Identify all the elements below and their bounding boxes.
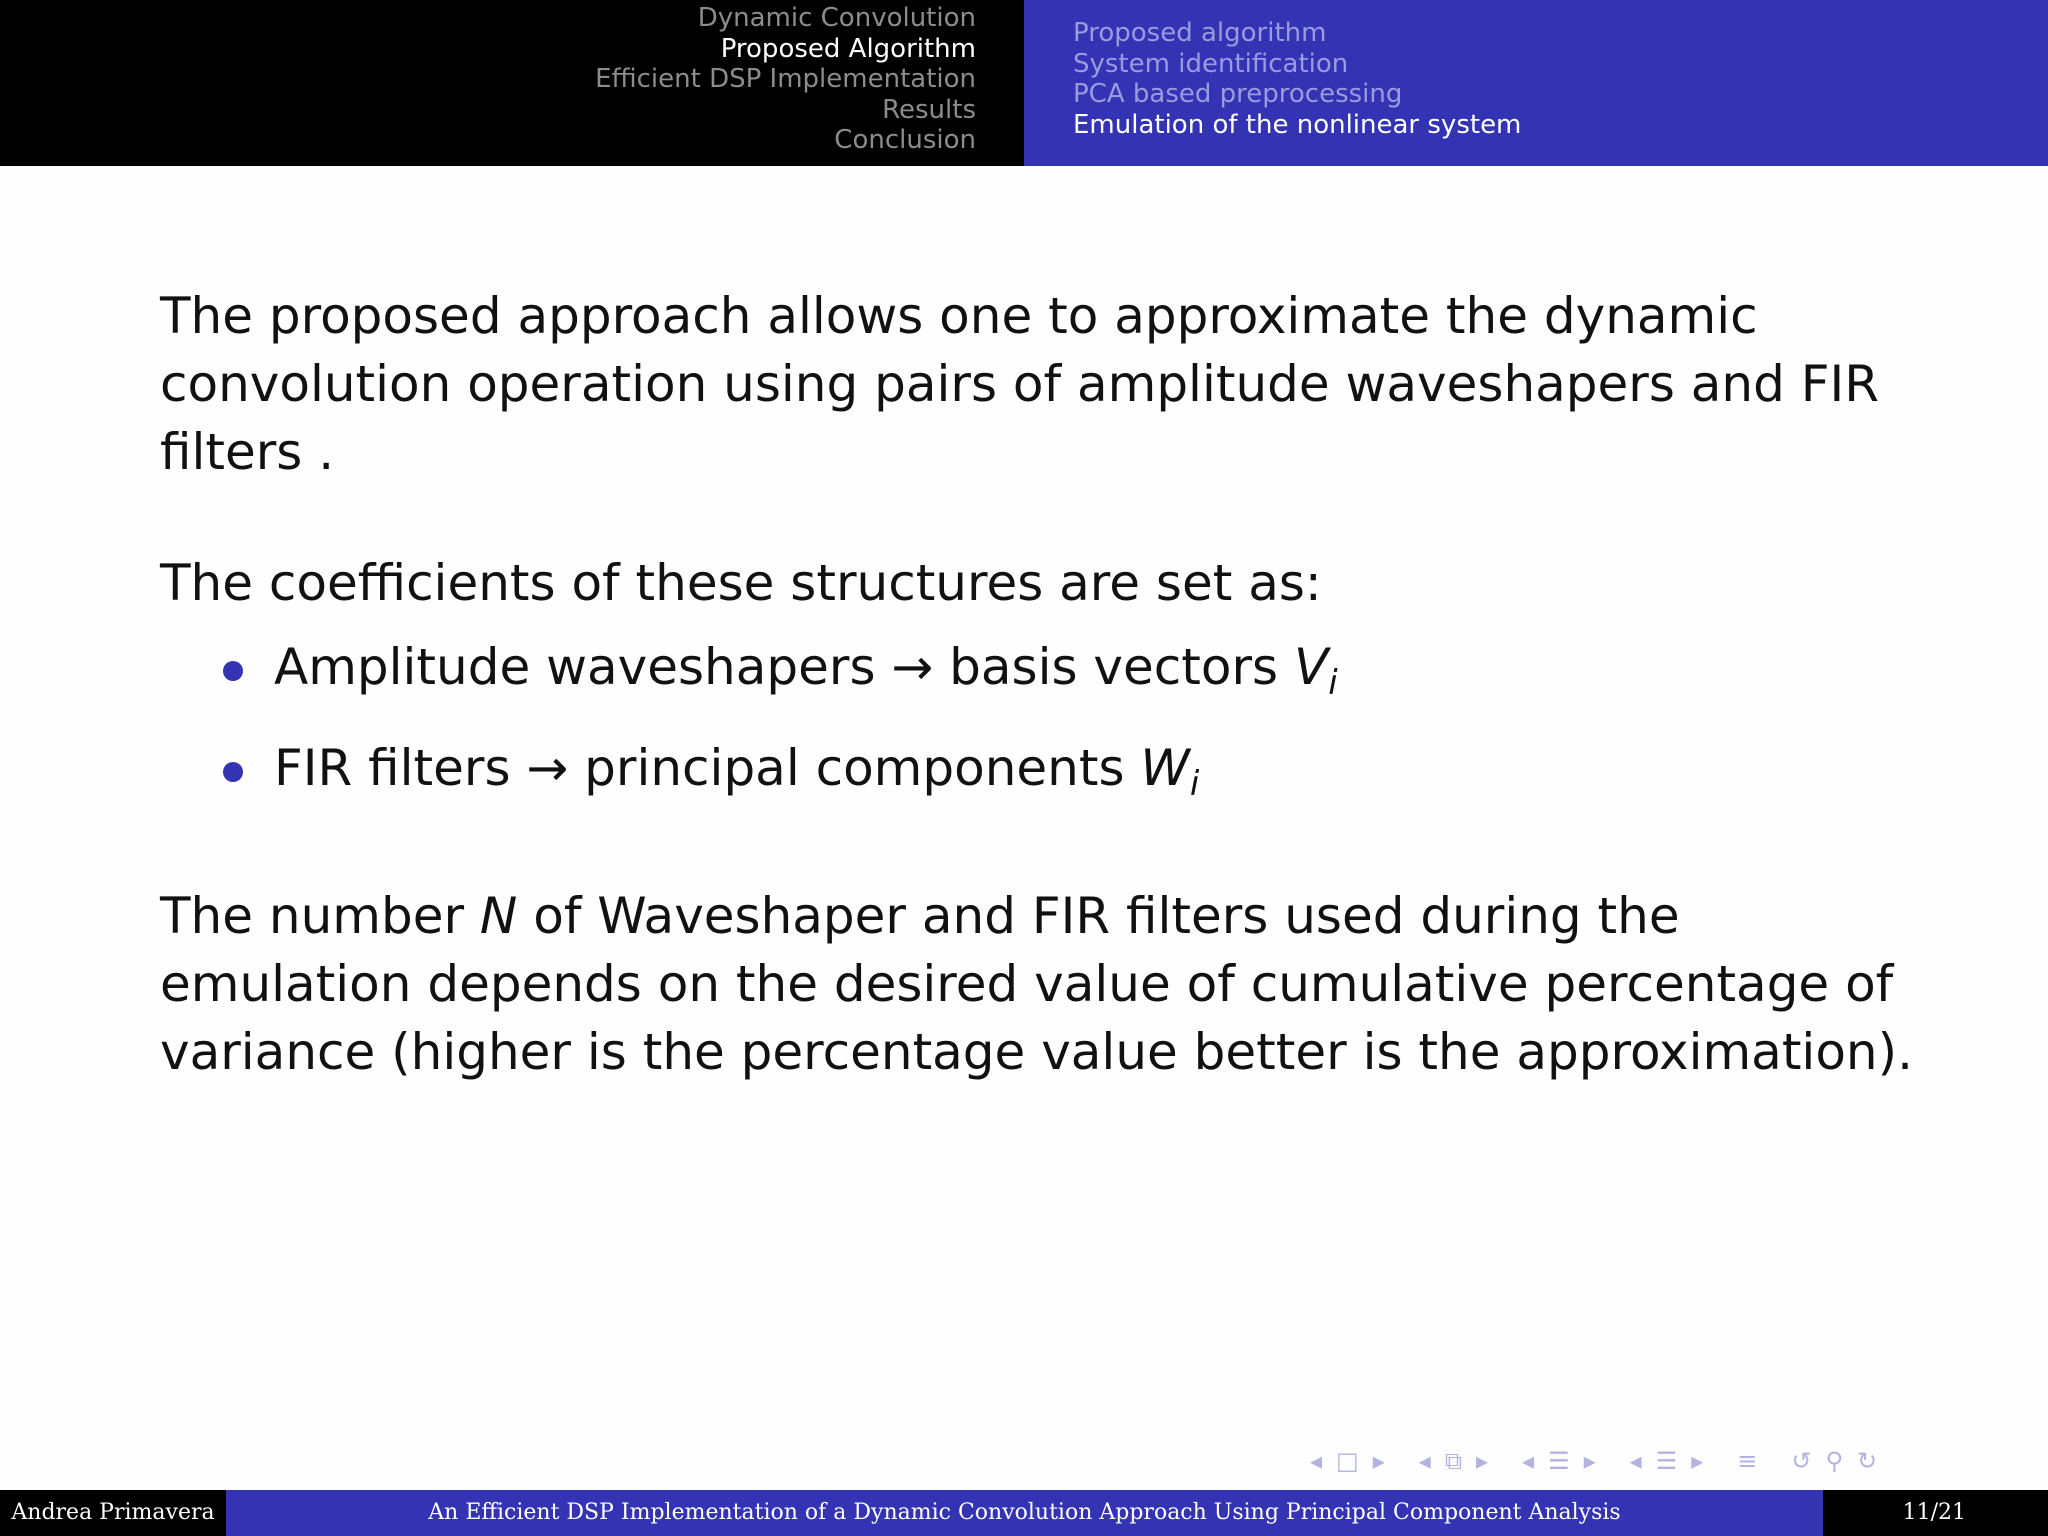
footer-page-number: 11/21	[1823, 1490, 2048, 1536]
arrow-left-icon[interactable]: ◂	[1310, 1447, 1323, 1475]
coefficient-list	[160, 633, 1920, 818]
math-variable: V	[1293, 638, 1329, 696]
subsection-link-emulation[interactable]: Emulation of the nonlinear system	[1073, 109, 1522, 140]
list-item	[160, 734, 1920, 818]
align-icon[interactable]: ≡	[1737, 1447, 1758, 1475]
arrow-right-icon[interactable]: ▸	[1475, 1447, 1489, 1475]
subsection-link-system-identification[interactable]: System identification	[1073, 48, 1349, 79]
footer-author: Andrea Primavera	[0, 1490, 226, 1536]
forward-icon[interactable]: ↻	[1857, 1447, 1878, 1475]
header-subsections-panel	[1024, 0, 2048, 166]
bullet-icon	[223, 762, 243, 782]
arrow-left-icon[interactable]: ◂	[1418, 1447, 1431, 1475]
subsection-icon[interactable]: ☰	[1655, 1447, 1678, 1475]
list-item	[160, 633, 1920, 717]
paragraph-text: The number	[160, 887, 480, 945]
number-paragraph	[160, 882, 1920, 1086]
bullet-icon	[223, 661, 243, 681]
subsection-icon[interactable]: ⧉	[1444, 1447, 1462, 1475]
math-subscript: i	[1189, 764, 1200, 804]
section-link-results[interactable]: Results	[882, 94, 976, 125]
section-nav	[595, 3, 976, 156]
footer-title: An Efficient DSP Implementation of a Dynamic Convolution Approach Using Principal Component Analysis	[226, 1490, 1823, 1536]
beamer-navigation-symbols	[1310, 1446, 2030, 1476]
arrow-right-icon[interactable]: ▸	[1691, 1447, 1704, 1475]
math-subscript: i	[1328, 663, 1338, 703]
arrow-left-icon[interactable]: ◂	[1522, 1447, 1535, 1475]
slide-body	[160, 282, 1920, 1086]
section-icon[interactable]: ☰	[1548, 1447, 1570, 1475]
math-variable: N	[479, 887, 518, 945]
math-variable: W	[1140, 739, 1190, 797]
header-sections-panel	[0, 0, 1024, 166]
section-link-proposed-algorithm[interactable]: Proposed Algorithm	[720, 33, 976, 64]
subsection-nav	[1073, 18, 1521, 140]
section-link-conclusion[interactable]: Conclusion	[834, 125, 976, 156]
arrow-right-icon[interactable]: ▸	[1583, 1447, 1596, 1475]
frame-icon[interactable]: □	[1336, 1447, 1359, 1475]
list-item-text: Amplitude waveshapers → basis vectors	[274, 638, 1294, 696]
subsection-link-pca-preprocessing[interactable]: PCA based preprocessing	[1073, 79, 1403, 110]
search-icon[interactable]: ⚲	[1825, 1447, 1844, 1475]
back-icon[interactable]: ↺	[1791, 1447, 1812, 1475]
coefficients-paragraph: The coefficients of these structures are set as:	[160, 554, 1322, 612]
section-link-dynamic-convolution[interactable]: Dynamic Convolution	[697, 3, 976, 33]
subsection-link-proposed-algorithm[interactable]: Proposed algorithm	[1073, 18, 1327, 48]
paragraph-text: of Waveshaper and FIR filters used during the emulation depends on the desired value of cumulative percentage of variance (higher is the percentage value better is the approximation).	[160, 887, 1914, 1081]
section-link-efficient-dsp-implementation[interactable]: Efficient DSP Implementation	[595, 64, 976, 95]
footer-bar	[0, 1490, 2048, 1536]
arrow-left-icon[interactable]: ◂	[1629, 1447, 1642, 1475]
intro-paragraph: The proposed approach allows one to approximate the dynamic convolution operation using pairs of amplitude waveshapers and FIR filters .	[160, 287, 1879, 481]
list-item-text: FIR filters → principal components	[274, 739, 1141, 797]
arrow-right-icon[interactable]: ▸	[1372, 1447, 1385, 1475]
